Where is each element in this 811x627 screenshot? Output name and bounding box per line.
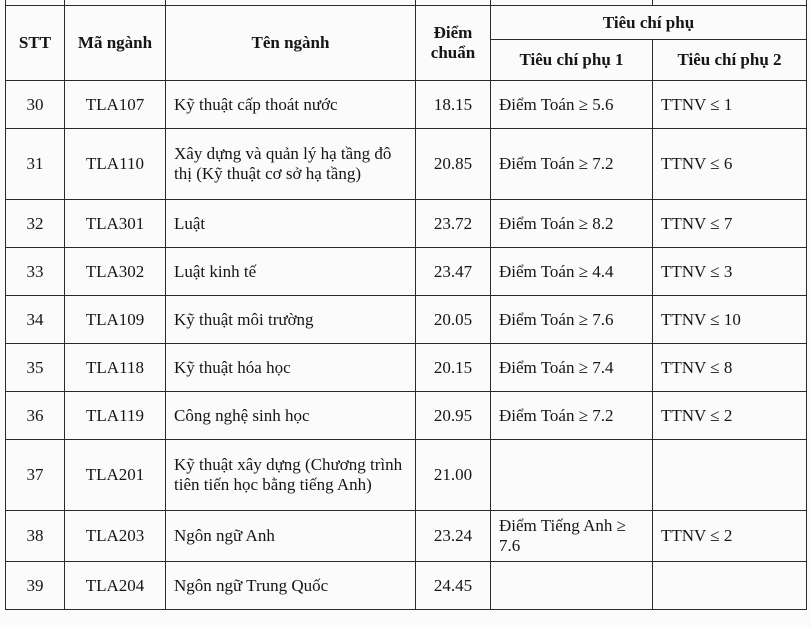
row-tieu-chi-phu-2: TTNV ≤ 6 (653, 129, 807, 200)
row-tieu-chi-phu-1 (491, 440, 653, 511)
row-stt: 35 (6, 344, 65, 392)
row-tieu-chi-phu-1: Điểm Toán ≥ 7.4 (491, 344, 653, 392)
table-row (6, 296, 807, 344)
table-body (6, 81, 807, 610)
row-ma-nganh: TLA301 (65, 200, 166, 248)
row-diem-chuan: 23.72 (416, 200, 491, 248)
table-row (6, 129, 807, 200)
row-tieu-chi-phu-2: TTNV ≤ 10 (653, 296, 807, 344)
row-ma-nganh: TLA204 (65, 562, 166, 610)
row-tieu-chi-phu-2: TTNV ≤ 8 (653, 344, 807, 392)
row-diem-chuan: 23.24 (416, 511, 491, 562)
row-tieu-chi-phu-2: TTNV ≤ 3 (653, 248, 807, 296)
table-row (6, 344, 807, 392)
row-ma-nganh: TLA203 (65, 511, 166, 562)
row-diem-chuan: 20.85 (416, 129, 491, 200)
table-row (6, 562, 807, 610)
row-ten-nganh: Kỹ thuật môi trường (166, 296, 416, 344)
row-stt: 30 (6, 81, 65, 129)
admission-score-table (5, 0, 807, 610)
header-ten-nganh: Tên ngành (166, 6, 416, 81)
row-diem-chuan: 20.15 (416, 344, 491, 392)
row-ten-nganh: Kỹ thuật cấp thoát nước (166, 81, 416, 129)
row-stt: 38 (6, 511, 65, 562)
row-tieu-chi-phu-1: Điểm Toán ≥ 4.4 (491, 248, 653, 296)
row-ten-nganh: Xây dựng và quản lý hạ tầng đô thị (Kỹ thuật cơ sở hạ tầng) (166, 129, 416, 200)
header-diem-chuan: Điểm chuẩn (416, 6, 491, 81)
header-ma-nganh: Mã ngành (65, 6, 166, 81)
header-row (6, 6, 807, 40)
row-ten-nganh: Công nghệ sinh học (166, 392, 416, 440)
row-diem-chuan: 18.15 (416, 81, 491, 129)
row-tieu-chi-phu-2: TTNV ≤ 1 (653, 81, 807, 129)
row-stt: 34 (6, 296, 65, 344)
table-row (6, 81, 807, 129)
row-ma-nganh: TLA118 (65, 344, 166, 392)
row-tieu-chi-phu-1 (491, 562, 653, 610)
row-stt: 32 (6, 200, 65, 248)
header-tieu-chi-phu: Tiêu chí phụ (491, 6, 807, 40)
row-ten-nganh: Luật (166, 200, 416, 248)
header-stt: STT (6, 6, 65, 81)
header-tieu-chi-phu-2: Tiêu chí phụ 2 (653, 40, 807, 81)
row-tieu-chi-phu-2 (653, 562, 807, 610)
row-stt: 31 (6, 129, 65, 200)
row-ma-nganh: TLA201 (65, 440, 166, 511)
row-ten-nganh: Ngôn ngữ Trung Quốc (166, 562, 416, 610)
row-ten-nganh: Ngôn ngữ Anh (166, 511, 416, 562)
header-tieu-chi-phu-1: Tiêu chí phụ 1 (491, 40, 653, 81)
row-ma-nganh: TLA107 (65, 81, 166, 129)
row-ten-nganh: Kỹ thuật xây dựng (Chương trình tiên tiến học bằng tiếng Anh) (166, 440, 416, 511)
row-diem-chuan: 23.47 (416, 248, 491, 296)
row-tieu-chi-phu-2: TTNV ≤ 2 (653, 511, 807, 562)
table-row (6, 511, 807, 562)
table-row (6, 392, 807, 440)
row-ma-nganh: TLA119 (65, 392, 166, 440)
row-ma-nganh: TLA110 (65, 129, 166, 200)
row-tieu-chi-phu-1: Điểm Tiếng Anh ≥ 7.6 (491, 511, 653, 562)
row-ten-nganh: Kỹ thuật hóa học (166, 344, 416, 392)
row-stt: 39 (6, 562, 65, 610)
row-tieu-chi-phu-1: Điểm Toán ≥ 8.2 (491, 200, 653, 248)
table-row (6, 248, 807, 296)
row-tieu-chi-phu-1: Điểm Toán ≥ 7.2 (491, 129, 653, 200)
row-tieu-chi-phu-2: TTNV ≤ 2 (653, 392, 807, 440)
row-tieu-chi-phu-2 (653, 440, 807, 511)
row-tieu-chi-phu-1: Điểm Toán ≥ 5.6 (491, 81, 653, 129)
row-tieu-chi-phu-2: TTNV ≤ 7 (653, 200, 807, 248)
row-ten-nganh: Luật kinh tế (166, 248, 416, 296)
row-diem-chuan: 20.95 (416, 392, 491, 440)
row-stt: 33 (6, 248, 65, 296)
row-ma-nganh: TLA109 (65, 296, 166, 344)
row-tieu-chi-phu-1: Điểm Toán ≥ 7.2 (491, 392, 653, 440)
row-stt: 36 (6, 392, 65, 440)
row-tieu-chi-phu-1: Điểm Toán ≥ 7.6 (491, 296, 653, 344)
table-row (6, 440, 807, 511)
row-ma-nganh: TLA302 (65, 248, 166, 296)
row-diem-chuan: 20.05 (416, 296, 491, 344)
row-diem-chuan: 21.00 (416, 440, 491, 511)
table-row (6, 200, 807, 248)
row-stt: 37 (6, 440, 65, 511)
row-diem-chuan: 24.45 (416, 562, 491, 610)
